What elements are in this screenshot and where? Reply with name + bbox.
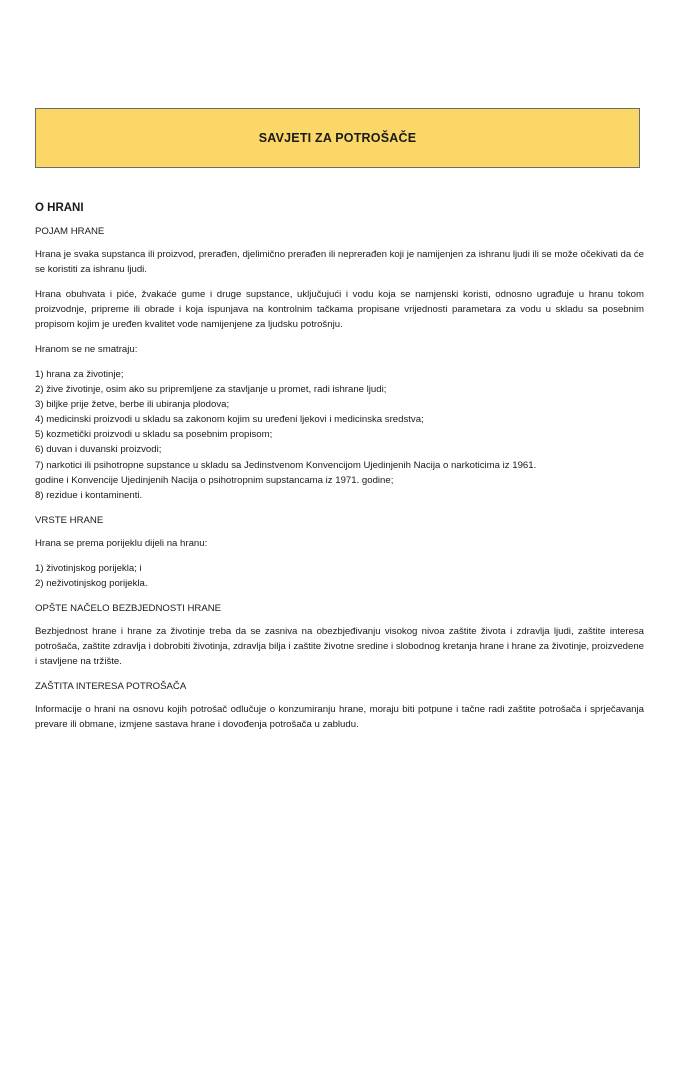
paragraph-consumer-protection: Informacije o hrani na osnovu kojih potrošač odlučuje o konzumiranju hrane, moraju biti potpune i tačne radi zaštite potrošača i sprječavanja prevare ili obmane, izmjene sastava hrane i dovođenja potrošača u zabludu. bbox=[35, 704, 644, 731]
heading-pojam-hrane: POJAM HRANE bbox=[35, 226, 105, 237]
heading-zastita-interesa: ZAŠTITA INTERESA POTROŠAČA bbox=[35, 681, 187, 693]
paragraph-origin: Hrana se prema porijeklu dijeli na hranu: bbox=[35, 537, 208, 549]
list-item: 1) hrana za životinje; bbox=[35, 369, 124, 380]
document-page bbox=[0, 108, 679, 1068]
paragraph-safety: Bezbjednost hrane i hrane za životinje treba da se zasniva na obezbjeđivanju visokog nivoa zaštite života i zdravlja ljudi, zaštite interesa potrošača, zaštite zdravlja i dobrobiti životinja, zdravlja bilja i zaštite životne sredine i slobodnog kretanja hrane i hrane za životinje, proizvedene i stavljene na tržište. bbox=[35, 626, 644, 668]
heading-vrste-hrane: VRSTE HRANE bbox=[35, 514, 104, 526]
list-item: 4) medicinski proizvodi u skladu sa zakonom kojim su uređeni ljekovi i medicinska sredstva; bbox=[35, 414, 424, 426]
paragraph-not-food: Hranom se ne smatraju: bbox=[35, 344, 138, 355]
list-item: 2) neživotinjskog porijekla. bbox=[35, 577, 148, 589]
list-item: 6) duvan i duvanski proizvodi; bbox=[35, 444, 162, 456]
list-item: 3) biljke prije žetve, berbe ili ubiranja plodova; bbox=[35, 399, 230, 411]
list-item: 8) rezidue i kontaminenti. bbox=[35, 489, 143, 501]
banner-title: SAVJETI ZA POTROŠAČE bbox=[258, 131, 417, 145]
section-title: O HRANI bbox=[35, 202, 84, 214]
list-item: 1) životinjskog porijekla; i bbox=[35, 562, 142, 574]
list-item: 7) narkotici ili psihotropne supstance u skladu sa Jedinstvenom Konvencijom Ujedinjenih Nacija o narkoticima iz 1961. bbox=[35, 459, 537, 471]
list-origin bbox=[35, 561, 644, 591]
paragraph-includes: Hrana obuhvata i piće, žvakaće gume i druge supstance, uključujući i vodu koja se namjenski koristi, odnosno ugrađuje u hranu tokom proizvodnje, pripreme ili obrade i koja ispunjava na kontrolnim tačkama propisane vrijednosti parametara za vodu u skladu sa posebnim propisom kojim je uređen kvalitet vode namijenjene za ljudsku potrošnju. bbox=[35, 289, 644, 330]
heading-opste-nacelo: OPŠTE NAČELO BEZBJEDNOSTI HRANE bbox=[35, 603, 222, 615]
list-item: 5) kozmetički proizvodi u skladu sa posebnim propisom; bbox=[35, 429, 273, 441]
list-item: 2) žive životinje, osim ako su pripremljene za stavljanje u promet, radi ishrane ljudi; bbox=[35, 384, 387, 396]
list-item: godine i Konvencije Ujedinjenih Nacija o psihotropnim supstancama iz 1971. godine; bbox=[35, 474, 394, 486]
paragraph-definition: Hrana je svaka supstanca ili proizvod, prerađen, djelimično prerađen ili neprerađen koji je namijenjen za ishranu ljudi ili se može očekivati da će se koristiti za ishranu ljudi. bbox=[35, 249, 644, 275]
list-not-food bbox=[35, 367, 644, 503]
title-banner bbox=[35, 108, 640, 168]
